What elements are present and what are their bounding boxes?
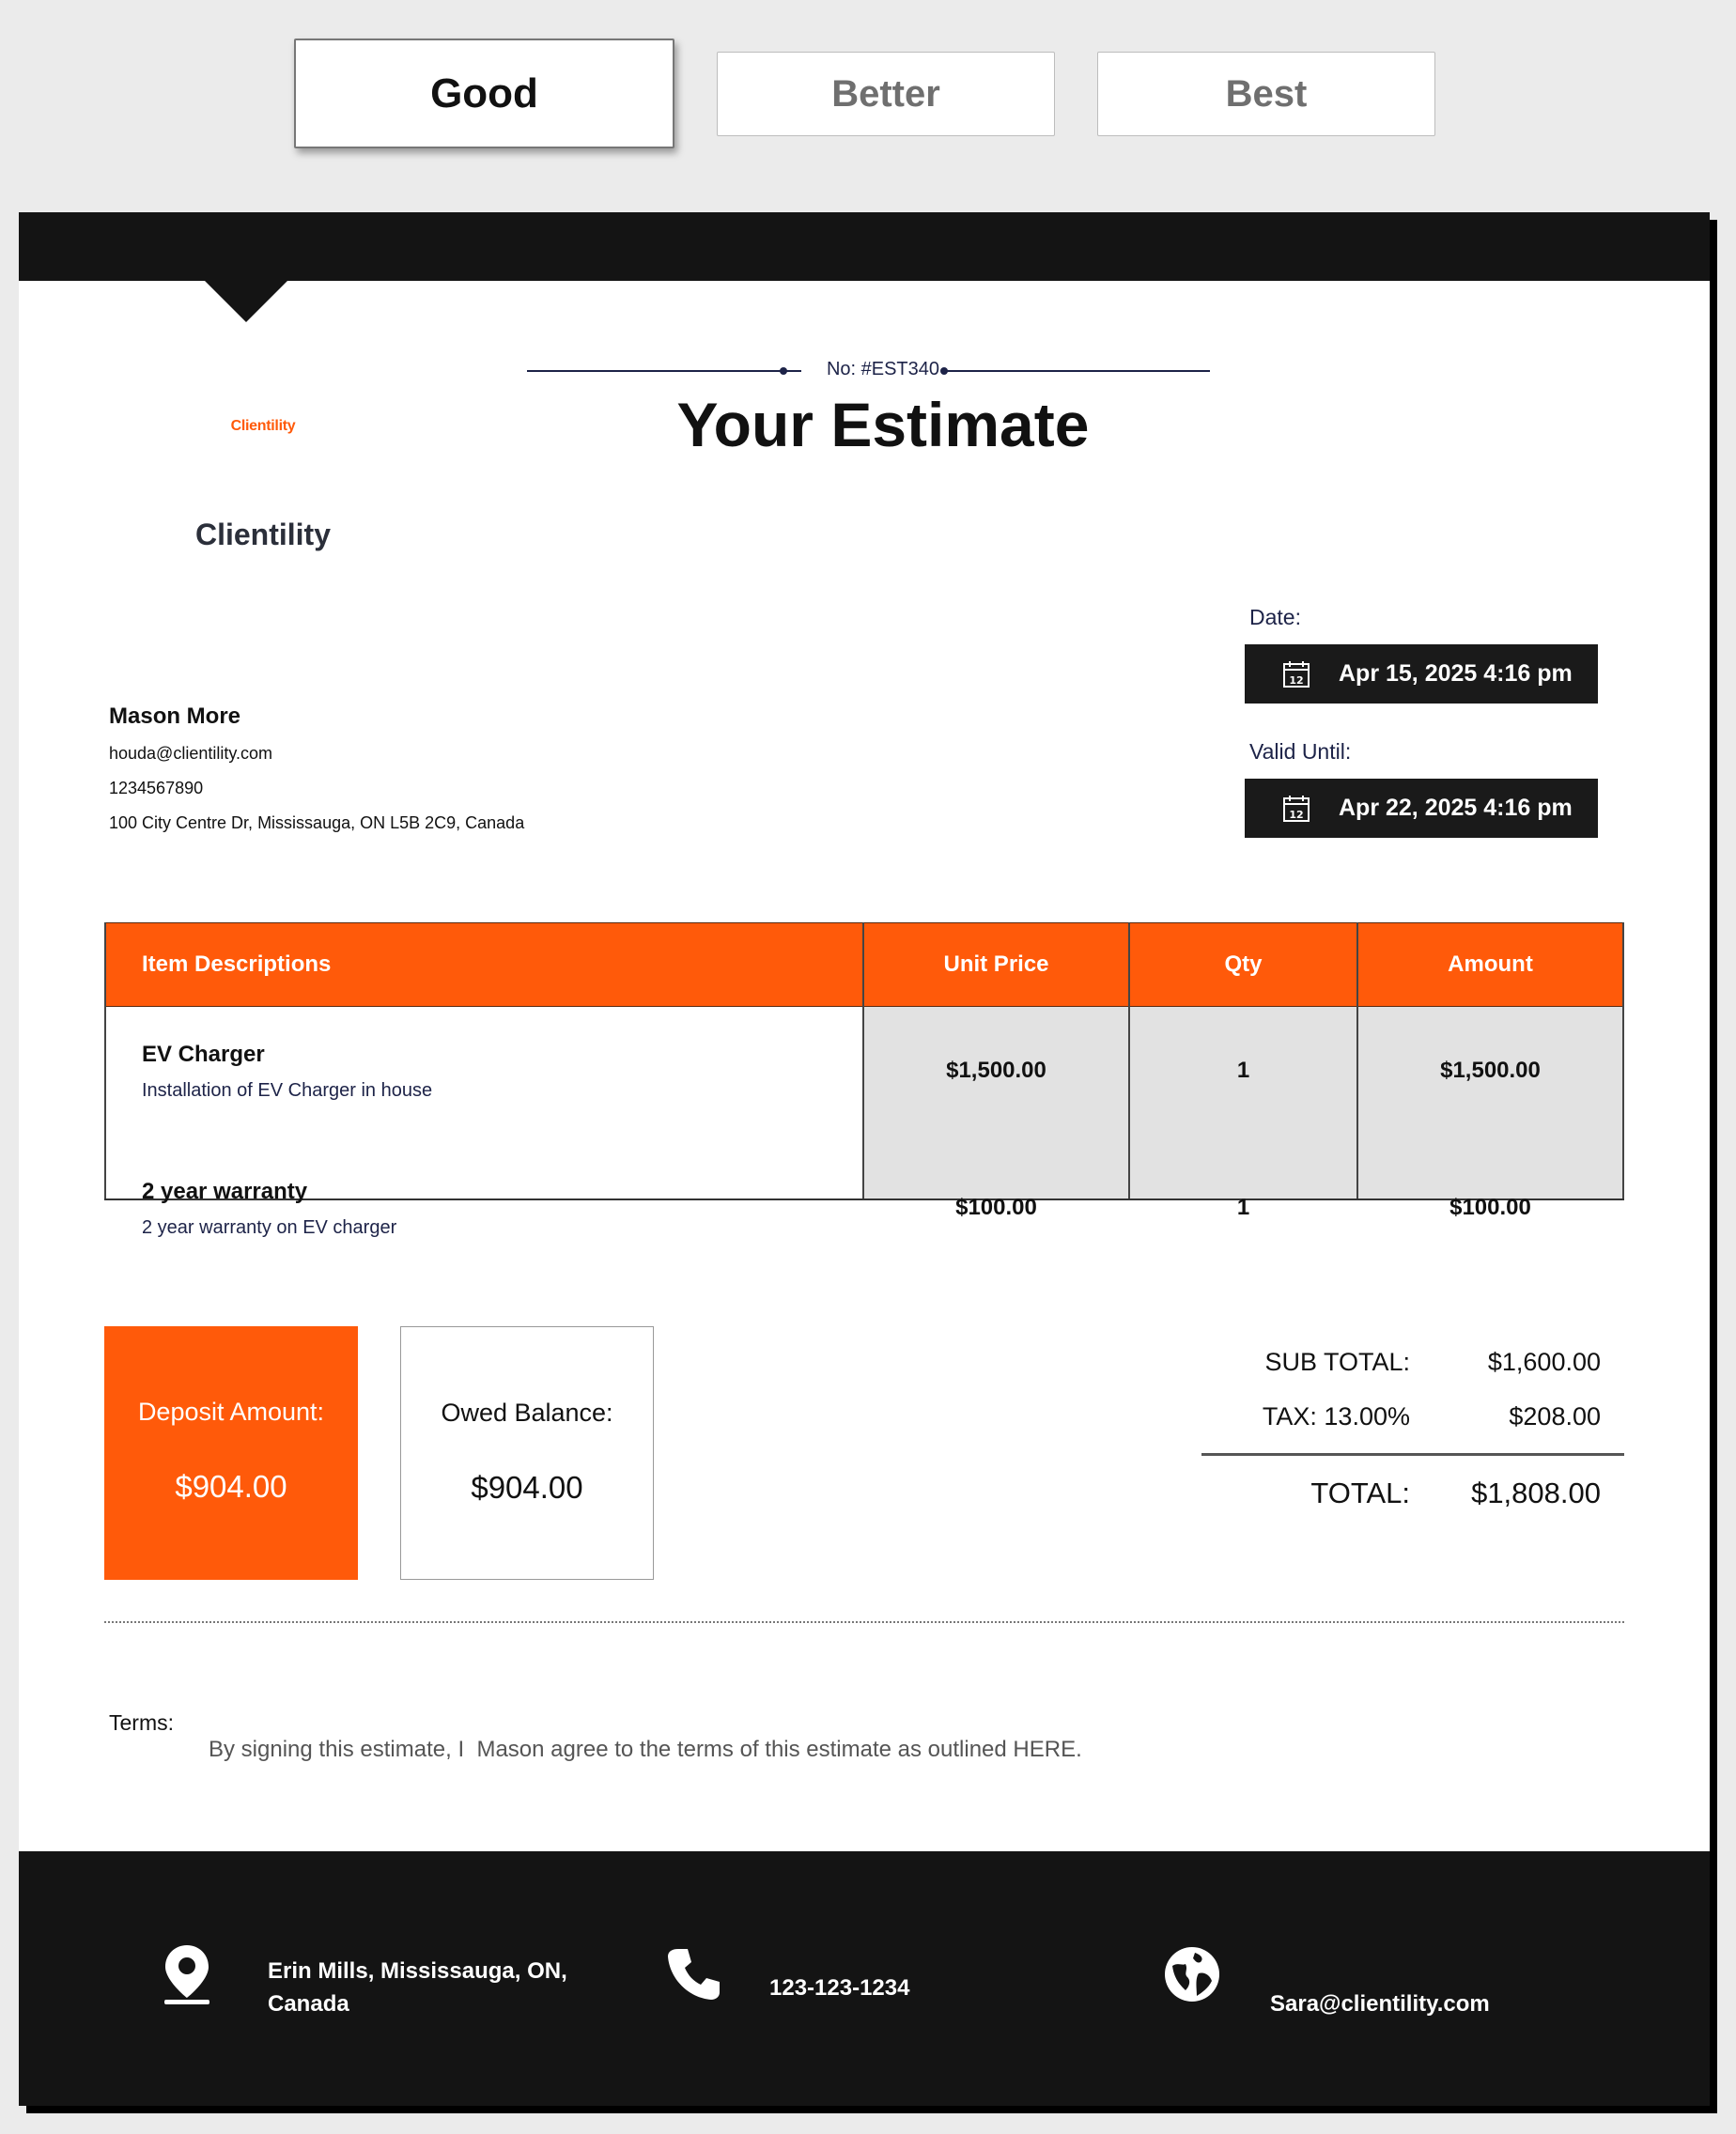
client-name: Mason More: [109, 704, 241, 729]
column-header-qty: Qty: [1224, 951, 1263, 977]
company-logo: Clientility: [230, 418, 296, 434]
footer-phone: 123-123-1234: [769, 1975, 910, 2001]
globe-icon: [1163, 1945, 1221, 2003]
item-unit-price: $1,500.00: [946, 1058, 1046, 1083]
svg-text:12: 12: [1289, 808, 1304, 821]
footer-address-line: Erin Mills, Mississauga, ON,: [268, 1958, 567, 1984]
column-header-unit-price: Unit Price: [943, 951, 1049, 977]
item-qty: 1: [1236, 1195, 1250, 1220]
items-table: [104, 922, 1624, 1238]
footer-address-line: Canada: [268, 1991, 349, 2017]
estimate-number: No: #EST340: [826, 359, 940, 379]
header-band: [19, 212, 1710, 281]
client-email: houda@clientility.com: [109, 744, 273, 763]
date-field[interactable]: [1245, 644, 1598, 704]
item-description: Installation of EV Charger in house: [142, 1080, 433, 1101]
column-header-description: Item Descriptions: [142, 951, 332, 977]
column-header-amount: Amount: [1448, 951, 1533, 977]
tier-best-button[interactable]: Best: [1097, 52, 1435, 136]
subtotal-value: $1,600.00: [1487, 1348, 1601, 1376]
owed-label: Owed Balance:: [441, 1399, 613, 1427]
company-name: Clientility: [194, 518, 331, 551]
item-qty: 1: [1236, 1058, 1250, 1083]
subtotal-label: SUB TOTAL:: [1264, 1348, 1410, 1376]
unit-price-column-bg: [863, 1007, 1129, 1198]
terms-text: By signing this estimate, I Mason agree to the terms of this estimate as outlined HERE.: [209, 1737, 1082, 1762]
dotted-divider: [104, 1621, 1624, 1623]
client-address: 100 City Centre Dr, Mississauga, ON L5B 2C9, Canada: [109, 813, 525, 832]
tax-value: $208.00: [1509, 1402, 1601, 1430]
item-name: 2 year warranty: [142, 1179, 308, 1204]
item-amount: $1,500.00: [1440, 1058, 1541, 1083]
tax-label: TAX: 13.00%: [1262, 1402, 1410, 1430]
calendar-icon: [1282, 660, 1310, 688]
svg-text:12: 12: [1289, 673, 1304, 687]
terms-label: Terms:: [109, 1710, 174, 1735]
item-unit-price: $100.00: [955, 1195, 1037, 1220]
estimate-number-line-left: [527, 370, 801, 372]
owed-value: $904.00: [471, 1470, 583, 1505]
location-pin-icon: [162, 1943, 212, 2005]
valid-until-label: Valid Until:: [1249, 739, 1352, 764]
amount-column-bg: [1357, 1007, 1623, 1198]
item-description: 2 year warranty on EV charger: [142, 1217, 397, 1238]
item-amount: $100.00: [1449, 1195, 1531, 1220]
total-label: TOTAL:: [1310, 1477, 1410, 1509]
footer-email: Sara@clientility.com: [1270, 1991, 1490, 2017]
item-name: EV Charger: [142, 1042, 265, 1067]
deposit-value: $904.00: [175, 1469, 287, 1504]
date-label: Date:: [1249, 605, 1301, 629]
total-value: $1,808.00: [1471, 1477, 1601, 1509]
header-notch: [204, 280, 288, 322]
page-title: Your Estimate: [676, 390, 1090, 459]
client-phone: 1234567890: [109, 779, 204, 797]
date-value: Apr 15, 2025 4:16 pm: [1339, 660, 1573, 687]
deposit-amount-box: [104, 1326, 358, 1580]
estimate-document: [19, 212, 1710, 2106]
valid-until-field[interactable]: [1245, 779, 1598, 838]
calendar-icon: [1282, 795, 1310, 823]
qty-column-bg: [1129, 1007, 1357, 1198]
tier-good-button[interactable]: Good: [294, 39, 674, 148]
phone-icon: [665, 1945, 721, 2002]
estimate-number-dot-left: [780, 367, 787, 375]
valid-until-value: Apr 22, 2025 4:16 pm: [1339, 795, 1573, 821]
estimate-number-line-right: [944, 370, 1210, 372]
totals-divider: [1201, 1453, 1624, 1456]
deposit-label: Deposit Amount:: [137, 1398, 325, 1426]
owed-balance-box: [400, 1326, 654, 1580]
footer: [19, 1851, 1710, 2106]
footer-address: [268, 1955, 567, 2020]
tier-better-button[interactable]: Better: [717, 52, 1055, 136]
table-border-left: [104, 922, 106, 1200]
